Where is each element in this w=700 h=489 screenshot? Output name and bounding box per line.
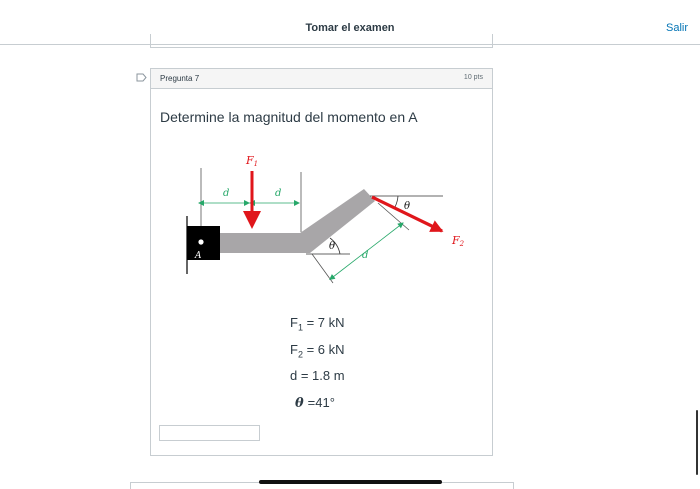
beam-diagram: [180, 150, 480, 290]
question-prompt: Determine la magnitud del momento en A: [160, 109, 418, 125]
label-f1: F1: [246, 154, 259, 168]
exit-link[interactable]: Salir: [665, 22, 688, 34]
page-title: Tomar el examen: [305, 22, 395, 34]
given-d: d = 1.8 m: [290, 368, 345, 383]
given-values: [290, 310, 345, 416]
answer-input[interactable]: [159, 425, 260, 441]
support-block: [187, 226, 220, 260]
beam: [220, 189, 375, 253]
previous-question-card: [150, 34, 493, 48]
ext-line-1: [312, 254, 333, 283]
label-theta-bottom: θ: [329, 241, 336, 252]
label-theta-top: θ: [404, 201, 411, 212]
given-theta: θ =41°: [295, 394, 335, 411]
pin-point: [198, 239, 203, 244]
given-f2: $F_2 = 6$ kN: [290, 341, 345, 360]
label-f2: F2: [452, 234, 465, 248]
angle-arc-top: [395, 196, 398, 207]
flag-icon[interactable]: [136, 73, 147, 82]
question-header: [151, 69, 492, 89]
label-d-right: d: [275, 188, 282, 199]
label-d-left: d: [223, 188, 230, 199]
label-a: A: [195, 251, 202, 261]
question-name: Pregunta 7: [160, 74, 200, 83]
home-indicator: [259, 480, 442, 484]
label-d-slanted: d: [362, 250, 369, 261]
scrollbar[interactable]: [696, 410, 698, 475]
given-f1: $F_1 = 7$ kN: [290, 315, 345, 333]
question-points: 10 pts: [463, 74, 483, 81]
